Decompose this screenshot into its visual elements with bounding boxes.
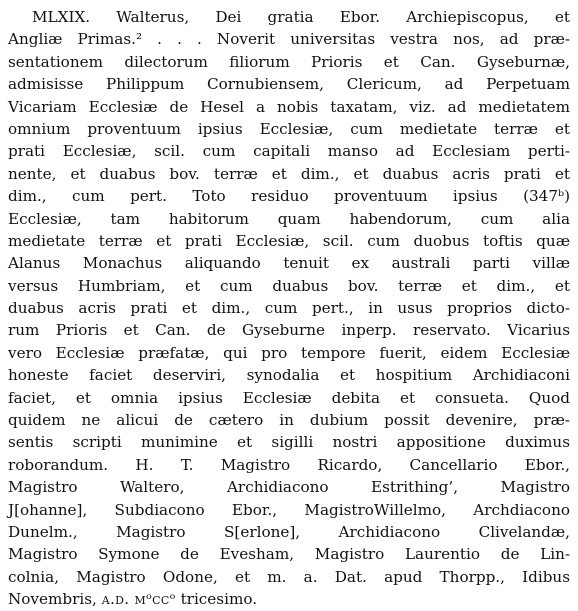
text-line-6: omnium proventuum ipsius Ecclesiæ, cum medietate terræ et [8,119,570,138]
text-line-17: honeste faciet deserviri, synodalia et hospitium Archidiaconi [8,366,570,385]
charter-text [8,6,570,611]
text-line-15: rum Prioris et Can. de Gyseburne inperp. reservato. Vicarius [8,321,570,340]
text-line-12: Alanus Monachus aliquando tenuit ex australi parti villæ [8,254,570,273]
text-line-8: nente, et duabus bov. terræ et dim., et duabus acris prati et [8,164,570,183]
line-text: Walterus, Dei gratia Ebor. Archiepiscopus, et [116,8,571,26]
text-line-1 [8,6,570,28]
text-line-13: versus Humbriam, et cum duabus bov. terræ et dim., et [8,276,570,295]
text-line-26: colnia, Magistro Odone, et m. a. Dat. apud Thorpp., Idibus [8,567,570,586]
text-line-23: J[ohanne], Subdiacono Ebor., MagistroWillelmo, Archdiacono [8,500,570,519]
text-line-5: Vicariam Ecclesiæ de Hesel a nobis taxatam, viz. ad medietatem [8,97,570,116]
text-line-22: Magistro Waltero, Archidiacono Estrithing’, Magistro [8,478,570,497]
text-line-18: faciet, et omnia ipsius Ecclesiæ debita et consueta. Quod [8,388,570,407]
text-line-3: sentationem dilectorum filiorum Prioris et Can. Gyseburnæ, [8,52,570,71]
text-line-11: medietate terræ et prati Ecclesiæ, scil. cum duobus toftis quæ [8,231,570,250]
entry-number: MLXIX. [32,8,91,26]
text-line-19: quidem ne alicui de cætero in dubium possit devenire, præ- [8,411,570,430]
text-line-4: admisisse Philippum Cornubiensem, Clericum, ad Perpetuam [8,75,570,94]
text-line-16: vero Ecclesiæ præfatæ, qui pro tempore fuerit, eidem Ecclesiæ [8,343,570,362]
text-line-10: Ecclesiæ, tam habitorum quam habendorum, cum alia [8,209,570,228]
text-line-27 [8,588,570,610]
date-smallcaps: a.d. mᵒccᵒ [101,590,176,609]
text-line-9: dim., cum pert. Toto residuo proventuum ipsius (347ᵇ) [8,187,570,206]
text-line-21: roborandum. H. T. Magistro Ricardo, Cancellario Ebor., [8,455,570,474]
text-line-7: prati Ecclesiæ, scil. cum capitali manso ad Ecclesiam perti- [8,142,570,161]
last-line-tail: tricesimo. [180,590,258,609]
text-line-20: sentis scripti munimine et sigilli nostri appositione duximus [8,433,570,452]
text-line-2: Angliæ Primas.² . . . Noverit universitas vestra nos, ad præ- [8,30,570,49]
last-line-text: Novembris, [8,590,97,609]
text-line-24: Dunelm., Magistro S[erlone], Archidiacono Clivelandæ, [8,522,570,541]
text-line-14: duabus acris prati et dim., cum pert., in usus proprios dicto- [8,299,570,318]
text-line-25: Magistro Symone de Evesham, Magistro Laurentio de Lin- [8,545,570,564]
